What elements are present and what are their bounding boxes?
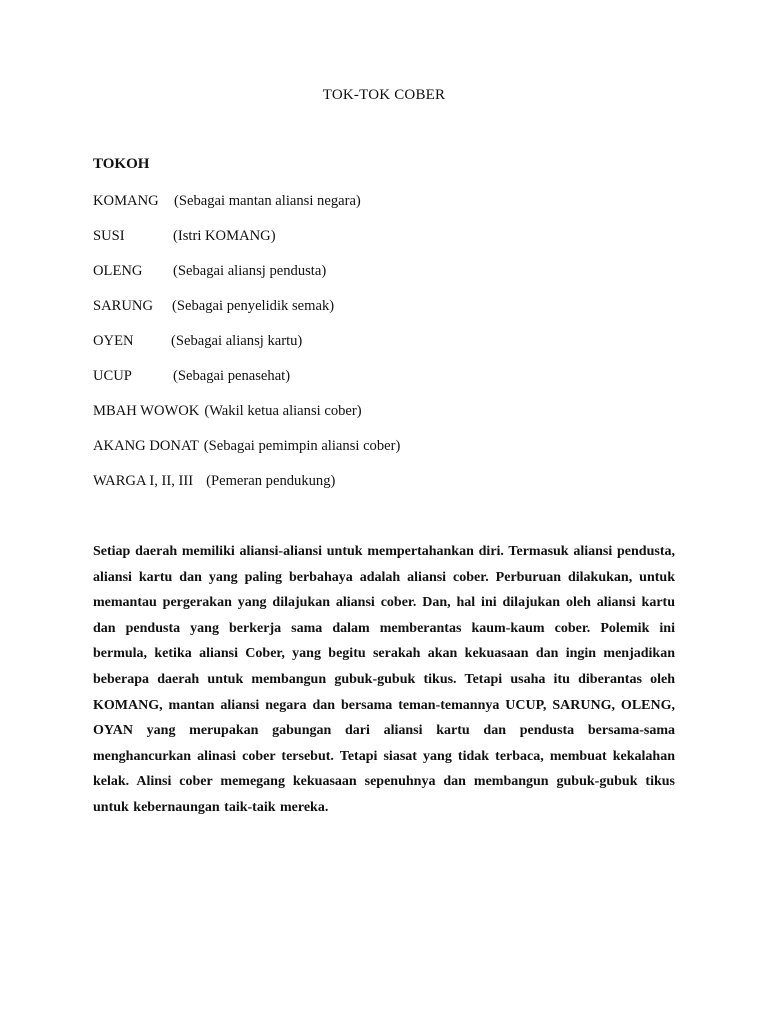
cast-role: (Sebagai aliansj kartu) <box>171 333 303 349</box>
cast-row-oleng <box>93 262 693 297</box>
cast-name: OLENG <box>93 263 143 279</box>
cast-name: SUSI <box>93 228 125 244</box>
cast-role: (Sebagai aliansj pendusta) <box>173 263 327 279</box>
cast-row-warga <box>93 472 693 507</box>
cast-row-ucup <box>93 367 693 402</box>
cast-name: SARUNG <box>93 298 154 314</box>
cast-name: UCUP <box>93 368 132 384</box>
cast-name: WARGA I, II, III <box>93 473 194 489</box>
cast-row-susi <box>93 227 693 262</box>
cast-role: (Sebagai penyelidik semak) <box>172 298 335 314</box>
cast-role: (Istri KOMANG) <box>173 228 276 244</box>
cast-role: (Sebagai penasehat) <box>173 368 291 384</box>
cast-row-akang-donat <box>93 437 693 472</box>
cast-row-oyen <box>93 332 693 367</box>
cast-name: KOMANG <box>93 193 159 209</box>
cast-row-sarung <box>93 297 693 332</box>
synopsis-paragraph: Setiap daerah memiliki aliansi-aliansi untuk mempertahankan diri. Termasuk aliansi pendusta, aliansi kartu dan yang paling berbahaya adalah aliansi cober. Perburuan dilakukan, untuk memantau pergerakan yang dilajukan aliansi cober. Dan, hal ini dilajukan oleh aliansi kartu dan pendusta yang berkerja sama dalam memberantas kaum-kaum cober. Polemik ini bermula, ketika aliansi Cober, yang begitu serakah akan kekuasaan dan ingin menjadikan beberapa daerah untuk membangun gubuk-gubuk tikus. Tetapi usaha itu diberantas oleh KOMANG, mantan aliansi negara dan bersama teman-temannya UCUP, SARUNG, OLENG, OYAN yang merupakan gabungan dari aliansi kartu dan pendusta bersama-sama menghancurkan alinasi cober tersebut. Tetapi siasat yang tidak terbaca, membuat kekalahan kelak. Alinsi cober memegang kekuasaan sepenuhnya dan membangun gubuk-gubuk tikus untuk kebernaungan taik-taik mereka. <box>93 544 675 815</box>
document-title: TOK-TOK COBER <box>322 87 446 103</box>
cast-heading: TOKOH <box>93 156 150 172</box>
cast-role: (Wakil ketua aliansi cober) <box>204 403 362 419</box>
cast-role: (Sebagai pemimpin aliansi cober) <box>203 438 401 454</box>
cast-role: (Pemeran pendukung) <box>206 473 336 489</box>
cast-name: AKANG DONAT <box>93 438 199 454</box>
cast-name: MBAH WOWOK <box>93 403 200 419</box>
cast-row-mbah-wowok <box>93 402 693 437</box>
cast-list <box>93 192 693 507</box>
cast-row-komang <box>93 192 693 227</box>
cast-role: (Sebagai mantan aliansi negara) <box>174 193 361 209</box>
cast-name: OYEN <box>93 333 134 349</box>
